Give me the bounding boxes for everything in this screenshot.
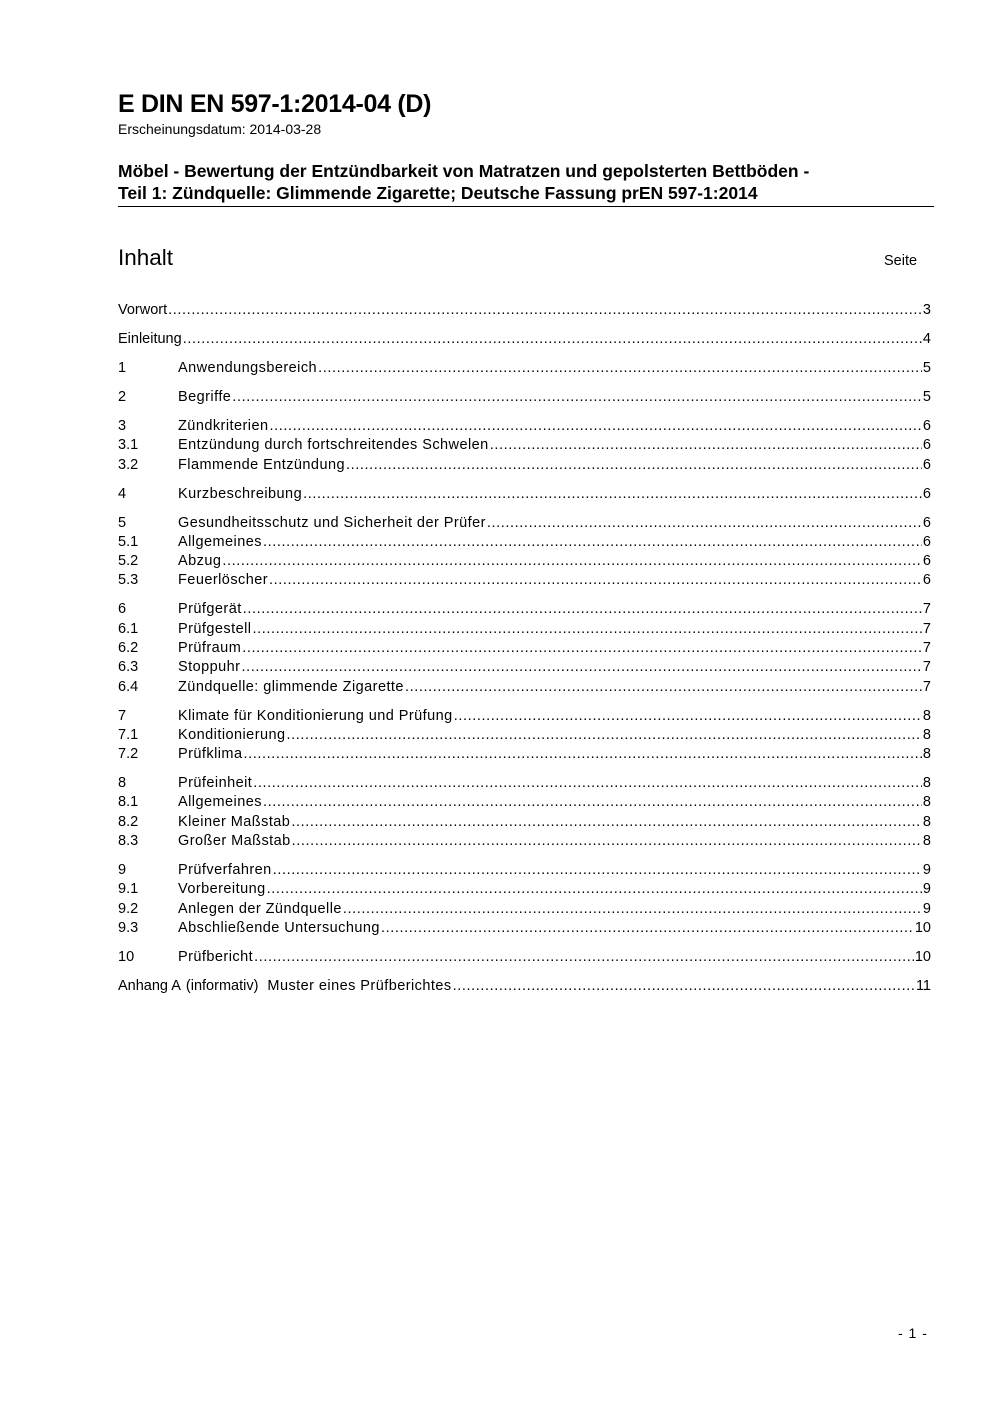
toc-entry-number: 6.4 — [118, 678, 139, 695]
toc-entry[interactable] — [118, 813, 931, 832]
toc-leader — [222, 552, 922, 571]
toc-entry-title: Prüfklima — [178, 746, 243, 763]
toc-entry-page: 7 — [922, 639, 931, 656]
toc-entry-title: Anlegen der Zündquelle — [178, 900, 342, 917]
toc-leader — [291, 813, 922, 832]
toc-entry-title: Allgemeines — [178, 533, 262, 550]
toc-leader — [405, 678, 922, 697]
toc-entry-title: Zündkriterien — [178, 417, 269, 434]
toc-leader — [168, 301, 922, 320]
toc-entry-number: 4 — [118, 485, 127, 502]
issue-date: Erscheinungsdatum: 2014-03-28 — [118, 121, 322, 137]
toc-leader — [263, 533, 922, 552]
toc-entry-number: 3.1 — [118, 437, 139, 454]
toc-entry[interactable] — [118, 388, 931, 407]
toc-entry[interactable] — [118, 359, 931, 378]
toc-entry-number: 3.2 — [118, 456, 139, 473]
toc-entry-title: Anwendungsbereich — [178, 359, 318, 376]
toc-entry-number: 7.1 — [118, 726, 139, 743]
toc-entry-title: Prüfbericht — [178, 948, 254, 965]
toc-entry[interactable] — [118, 900, 931, 919]
toc-leader — [490, 436, 922, 455]
toc-entry-page: 10 — [914, 948, 931, 965]
toc-entry-page: 8 — [922, 813, 931, 830]
toc-entry[interactable] — [118, 330, 931, 349]
toc-entry-title: Abschließende Untersuchung — [178, 919, 380, 936]
toc-entry-page: 7 — [922, 678, 931, 695]
toc-leader — [242, 639, 922, 658]
toc-entry-page: 9 — [922, 881, 931, 898]
toc-leader — [487, 514, 922, 533]
toc-entry-page: 6 — [922, 533, 931, 550]
toc-entry-title: Stoppuhr — [178, 659, 241, 676]
toc-entry-title: Abzug — [178, 553, 222, 570]
toc-leader — [254, 948, 914, 967]
toc-entry[interactable] — [118, 514, 931, 533]
toc-entry-title: Prüfgestell — [178, 620, 252, 637]
toc-entry-title: Flammende Entzündung — [178, 456, 345, 473]
toc-leader — [269, 417, 921, 436]
toc-entry-title: Prüfverfahren — [178, 862, 272, 878]
toc-leader — [232, 388, 922, 407]
toc-entry-annex[interactable] — [118, 977, 931, 996]
toc-entry[interactable] — [118, 948, 931, 967]
toc-entry-number: 5.2 — [118, 553, 139, 570]
toc-entry-page: 5 — [922, 388, 931, 405]
toc-entry[interactable] — [118, 436, 931, 455]
toc-entry-page: 8 — [922, 775, 931, 792]
toc-entry[interactable] — [118, 880, 931, 899]
title-divider — [118, 206, 934, 207]
toc-leader — [346, 456, 922, 475]
toc-leader — [243, 745, 921, 764]
toc-leader — [292, 832, 922, 851]
toc-leader — [343, 900, 922, 919]
toc-entry-title: Zündquelle: glimmende Zigarette — [178, 678, 404, 695]
toc-entry[interactable] — [118, 832, 931, 851]
toc-leader — [287, 726, 922, 745]
toc-leader — [252, 620, 921, 639]
toc-entry-number: 9.2 — [118, 900, 139, 917]
toc-leader — [453, 977, 915, 996]
toc-entry-page: 8 — [922, 833, 931, 850]
toc-entry-number: 7.2 — [118, 746, 139, 763]
toc-entry-number: 8.3 — [118, 833, 139, 850]
toc-entry-page: 6 — [922, 514, 931, 531]
toc-entry-page: 10 — [914, 919, 931, 936]
toc-entry-number: 9.3 — [118, 919, 139, 936]
toc-entry-number: 6.1 — [118, 620, 139, 637]
toc-entry-number: 9 — [118, 862, 127, 878]
toc-entry-page: 6 — [922, 553, 931, 570]
toc-entry[interactable] — [118, 707, 931, 726]
toc-entry-title: Begriffe — [178, 388, 232, 405]
toc-entry-title: Kleiner Maßstab — [178, 813, 291, 830]
toc-entry-page: 8 — [922, 794, 931, 811]
toc-entry-number: 6 — [118, 601, 127, 618]
toc-entry-page: 8 — [922, 746, 931, 763]
toc-entry-title: Konditionierung — [178, 726, 286, 743]
toc-entry[interactable] — [118, 678, 931, 697]
toc-entry-page: 6 — [922, 417, 931, 434]
toc-entry-page: 7 — [922, 620, 931, 637]
toc-entry-page: 7 — [922, 601, 931, 618]
toc-entry-number: 9.1 — [118, 881, 139, 898]
toc-entry-number: 6.2 — [118, 639, 139, 656]
toc-entry-page: 4 — [922, 330, 931, 347]
toc-leader — [253, 774, 922, 793]
toc-entry-number: 1 — [118, 359, 127, 376]
toc-entry-page: 11 — [915, 977, 931, 994]
toc-heading: Inhalt — [118, 245, 174, 270]
toc-leader — [183, 330, 922, 349]
toc-entry-number: 7 — [118, 707, 127, 724]
toc-leader — [273, 861, 922, 880]
toc-entry-page: 6 — [922, 485, 931, 502]
toc-entry-title: Feuerlöscher — [178, 572, 269, 589]
toc-entry-page: 3 — [922, 302, 931, 318]
page-number: - 1 - — [898, 1325, 928, 1341]
toc-entry-title: Einleitung — [118, 330, 182, 347]
toc-entry[interactable] — [118, 456, 931, 475]
toc-leader — [267, 880, 922, 899]
toc-entry-page: 5 — [922, 359, 931, 376]
document-title: E DIN EN 597-1:2014-04 (D) — [118, 90, 432, 118]
toc-annex-title: Muster eines Prüfberichtes — [267, 977, 452, 994]
toc-entry-title: Entzündung durch fortschreitendes Schwelen — [178, 437, 489, 454]
toc-entry-title: Allgemeines — [178, 794, 262, 811]
toc-entry-page: 9 — [922, 900, 931, 917]
toc-entry-page: 8 — [922, 707, 931, 724]
toc-entry-page: 9 — [922, 862, 931, 878]
toc-page-column-label: Seite — [884, 253, 918, 269]
toc-entry[interactable] — [118, 620, 931, 639]
toc-entry[interactable] — [118, 301, 931, 320]
toc-annex-label: Anhang A — [118, 977, 181, 994]
toc-entry[interactable] — [118, 919, 931, 938]
toc-entry[interactable] — [118, 552, 931, 571]
subtitle-line-2: Teil 1: Zündquelle: Glimmende Zigarette; Deutsche Fassung prEN 597-1:2014 — [118, 183, 758, 203]
toc-entry[interactable] — [118, 793, 931, 812]
toc-leader — [263, 793, 922, 812]
toc-entry[interactable] — [118, 774, 931, 793]
toc-entry[interactable] — [118, 745, 931, 764]
toc-entry-title: Kurzbeschreibung — [178, 485, 303, 502]
toc-leader — [243, 600, 922, 619]
toc-leader — [318, 359, 922, 378]
toc-leader — [454, 707, 922, 726]
toc-entry[interactable] — [118, 861, 931, 880]
toc-entry-number: 8 — [118, 775, 127, 792]
subtitle-line-1: Möbel - Bewertung der Entzündbarkeit von Matratzen und gepolsterten Bettböden - — [118, 161, 810, 181]
toc-entry[interactable] — [118, 726, 931, 745]
toc-leader — [303, 485, 922, 504]
toc-entry-title: Vorwort — [118, 302, 168, 318]
toc-entry-number: 5.3 — [118, 572, 139, 589]
toc-entry[interactable] — [118, 571, 931, 590]
toc-entry-page: 7 — [922, 659, 931, 676]
toc-entry-page: 6 — [922, 437, 931, 454]
toc-leader — [269, 571, 922, 590]
toc-entry-number: 10 — [118, 948, 135, 965]
toc-entry-title: Vorbereitung — [178, 881, 266, 898]
toc-entry-title: Prüfeinheit — [178, 775, 253, 792]
toc-entry-page: 6 — [922, 456, 931, 473]
toc-entry[interactable] — [118, 639, 931, 658]
toc-annex-informative: (informativ) — [185, 977, 259, 994]
toc-entry[interactable] — [118, 485, 931, 504]
document-subtitle — [118, 160, 934, 204]
toc-entry-page: 6 — [922, 572, 931, 589]
toc-entry[interactable] — [118, 600, 931, 619]
toc-entry-title: Prüfgerät — [178, 601, 242, 618]
toc-entry-title: Prüfraum — [178, 639, 242, 656]
table-of-contents — [118, 301, 931, 996]
toc-entry-number: 5 — [118, 514, 127, 531]
toc-entry-number: 2 — [118, 388, 127, 405]
toc-entry-number: 5.1 — [118, 533, 139, 550]
toc-entry[interactable] — [118, 533, 931, 552]
toc-entry-page: 8 — [922, 726, 931, 743]
toc-entry[interactable] — [118, 417, 931, 436]
toc-leader — [241, 658, 921, 677]
toc-entry-number: 8.2 — [118, 813, 139, 830]
toc-entry-title: Klimate für Konditionierung und Prüfung — [178, 707, 453, 724]
toc-entry-number: 3 — [118, 417, 127, 434]
toc-entry-title: Gesundheitsschutz und Sicherheit der Prüfer — [178, 514, 486, 531]
toc-leader — [381, 919, 914, 938]
toc-entry-number: 8.1 — [118, 794, 139, 811]
toc-entry-number: 6.3 — [118, 659, 139, 676]
toc-entry[interactable] — [118, 658, 931, 677]
toc-entry-title: Großer Maßstab — [178, 833, 291, 850]
